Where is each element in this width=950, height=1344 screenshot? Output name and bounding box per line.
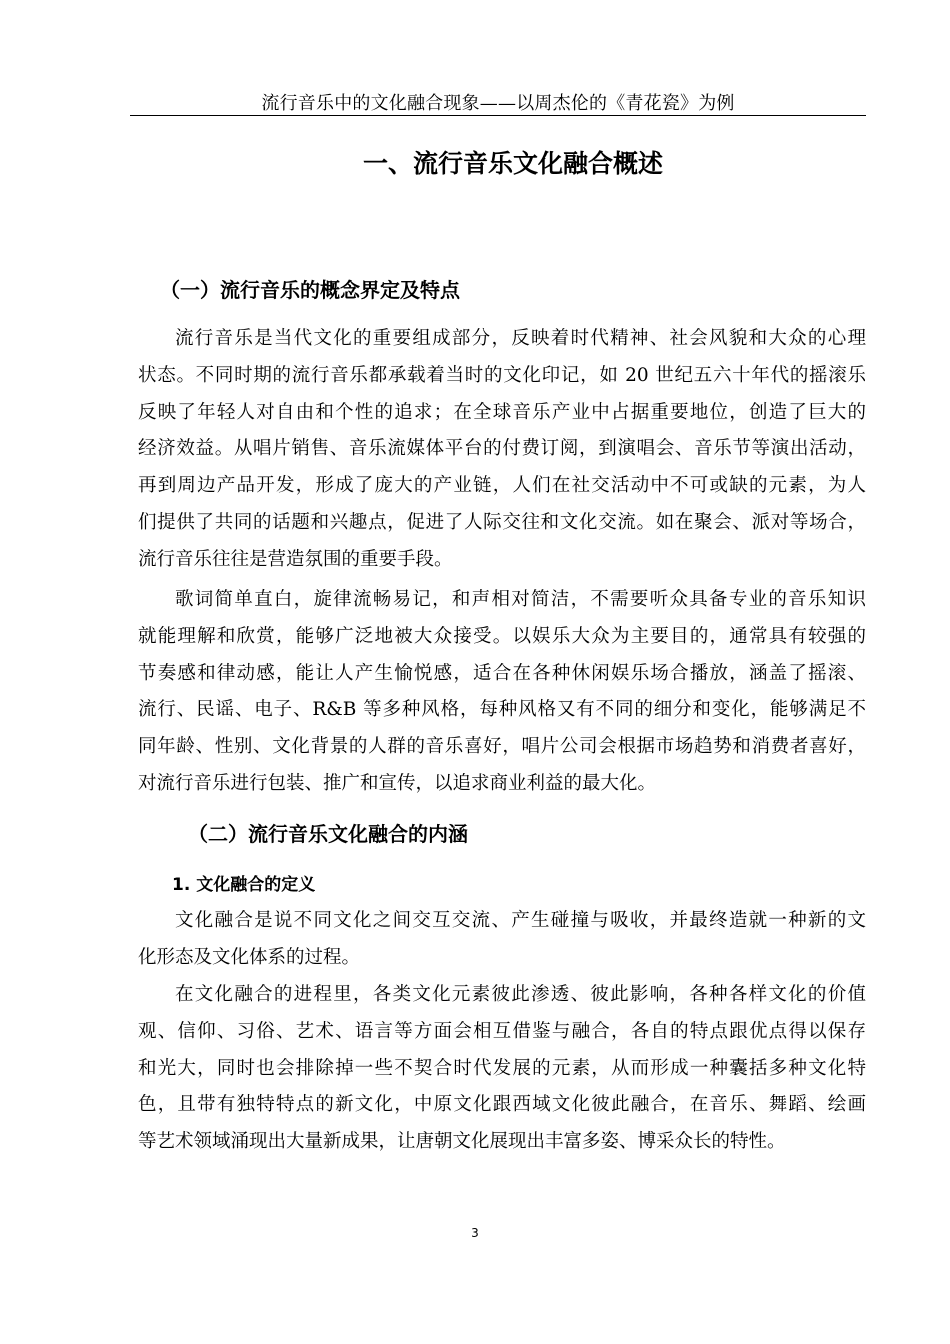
text-line: 流行、民谣、电子、R&B 等多种风格，每种风格又有不同的细分和变化，能够满足不 [138,699,866,721]
text-line: 文化融合是说不同文化之间交互交流、产生碰撞与吸收，并最终造就一种新的文 [175,910,866,931]
text-line: 等艺术领域涌现出大量新成果，让唐朝文化展现出丰富多姿、博采众长的特性。 [138,1131,786,1153]
text-line: 色，且带有独特特点的新文化，中原文化跟西域文化彼此融合，在音乐、舞蹈、绘画 [138,1094,866,1116]
section-heading: （二）流行音乐文化融合的内涵 [188,822,468,846]
page-number: 3 [471,1226,479,1240]
text-line: 在文化融合的进程里，各类文化元素彼此渗透、彼此影响，各种各样文化的价值 [175,984,866,1005]
text-line: 状态。不同时期的流行音乐都承载着当时的文化印记，如 20 世纪五六十年代的摇滚乐 [138,364,866,386]
text-line: 就能理解和欣赏，能够广泛地被大众接受。以娱乐大众为主要目的，通常具有较强的 [138,625,866,647]
text-line: 经济效益。从唱片销售、音乐流媒体平台的付费订阅，到演唱会、音乐节等演出活动， [138,438,866,460]
body-paragraph [138,582,866,803]
chapter-title: 一、流行音乐文化融合概述 [362,149,663,178]
text-line: 歌词简单直白，旋律流畅易记，和声相对简洁，不需要听众具备专业的音乐知识 [175,589,866,610]
text-line: 节奏感和律动感，能让人产生愉悦感，适合在各种休闲娱乐场合播放，涵盖了摇滚、 [138,662,866,684]
text-line: 反映了年轻人对自由和个性的追求；在全球音乐产业中占据重要地位，创造了巨大的 [138,401,866,423]
text-line: 观、信仰、习俗、艺术、语言等方面会相互借鉴与融合，各自的特点跟优点得以保存 [138,1020,866,1042]
subsection-heading: 1. 文化融合的定义 [172,875,316,895]
text-line: 流行音乐往往是营造氛围的重要手段。 [138,548,453,570]
text-line: 们提供了共同的话题和兴趣点，促进了人际交往和文化交流。如在聚会、派对等场合， [138,511,866,533]
running-header: 流行音乐中的文化融合现象——以周杰伦的《青花瓷》为例 [261,93,735,114]
text-line: 流行音乐是当代文化的重要组成部分，反映着时代精神、社会风貌和大众的心理 [175,328,866,349]
text-line: 再到周边产品开发，形成了庞大的产业链，人们在社交活动中不可或缺的元素，为人 [138,475,866,497]
body-paragraph [138,321,866,579]
body-paragraph [138,903,866,977]
text-line: 同年龄、性别、文化背景的人群的音乐喜好，唱片公司会根据市场趋势和消费者喜好， [138,736,866,758]
header-rule [130,115,866,116]
section-heading: （一）流行音乐的概念界定及特点 [160,278,460,302]
text-line: 化形态及文化体系的过程。 [138,946,361,968]
body-paragraph [138,977,866,1161]
text-line: 和光大，同时也会排除掉一些不契合时代发展的元素，从而形成一种囊括多种文化特 [138,1057,866,1079]
text-line: 对流行音乐进行包装、推广和宣传，以追求商业利益的最大化。 [138,772,657,794]
